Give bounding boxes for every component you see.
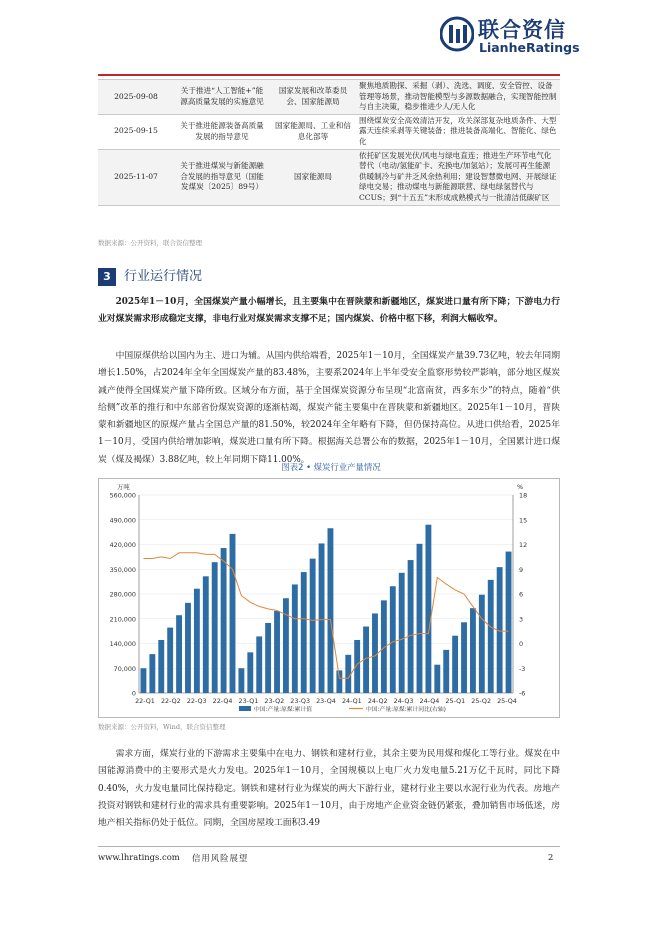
x-tick-label: 23-Q3 — [290, 697, 311, 705]
x-tick-label: 23-Q4 — [316, 697, 336, 705]
x-tick-label: 25-Q2 — [471, 697, 492, 705]
y-left-tick-label: 420,000 — [109, 541, 136, 549]
figure-title: 图表2 • 煤炭行业产量情况 — [281, 462, 381, 472]
y-right-tick-label: 15 — [519, 516, 528, 525]
bar-production-cumulative — [167, 628, 173, 693]
y-left-tick-label: 210,000 — [109, 615, 136, 624]
policy-content: 围绕煤炭安全高效清洁开发，攻关深部复杂地质条件、大型露天连续采剥等关键装备；推进装备高端化、智能化、绿色化 — [356, 114, 560, 149]
y-right-tick-label: 3 — [519, 615, 524, 624]
bar-production-cumulative — [203, 576, 209, 693]
bar-production-cumulative — [345, 655, 351, 693]
x-tick-label: 22-Q1 — [135, 697, 155, 705]
policy-date: 2025-09-15 — [98, 114, 174, 149]
bar-production-cumulative — [256, 636, 262, 693]
bar-production-cumulative — [408, 560, 414, 693]
bar-production-cumulative — [212, 562, 218, 693]
brand-name-en: LianheRatings — [479, 40, 580, 55]
left-axis-unit: 万吨 — [117, 483, 130, 491]
bar-production-cumulative — [194, 589, 200, 693]
coal-production-chart — [98, 478, 560, 718]
bar-production-cumulative — [176, 615, 182, 693]
bar-production-cumulative — [158, 640, 164, 693]
policy-table — [98, 79, 560, 206]
bar-production-cumulative — [230, 534, 236, 693]
policy-title: 关于推进煤炭与新能源融合发展的指导意见（国能发煤炭〔2025〕89号） — [174, 149, 270, 205]
policy-org: 国家发展和改革委员会、国家能源局 — [270, 80, 356, 115]
bar-production-cumulative — [310, 559, 316, 693]
supply-paragraph: 中国原煤供给以国内为主、进口为辅。从国内供给端看，2025年1－10月，全国煤炭产量39.73亿吨，较去年同期增长1.50%，占2024年全年全国煤炭产量的83.48%，主要系2024年上半年受安全监察形势较严影响，部分地区煤炭减产使得全国煤炭产量下降所致。区域分布方面，基于全国煤炭资源分布呈现“北富南贫，西多东少”的特点，随着“供给侧”改革的推行和中东部省份煤炭资源的逐渐枯竭，煤炭产能主要集中在晋陕蒙和新疆地区。2025年1－10月，晋陕蒙和新疆地区的原煤产量占全国总产量的81.50%，较2024年全年略有下降，但仍保持高位。从进口供给看，2025年1－10月，受国内供给增加影响，煤炭进口量有所下降。根据海关总署公布的数据，2025年1－10月，全国累计进口煤炭（煤及褐煤）3.88亿吨，较上年同期下降11.00%。 — [98, 351, 560, 465]
y-left-tick-label: 140,000 — [109, 640, 136, 648]
y-left-tick-label: 280,000 — [109, 590, 136, 599]
x-tick-label: 22-Q4 — [212, 697, 233, 705]
lianhe-logo-icon — [440, 16, 474, 52]
bar-production-cumulative — [425, 525, 431, 693]
y-left-tick-label: 70,000 — [113, 664, 136, 673]
bar-production-cumulative — [488, 580, 494, 693]
bar-production-cumulative — [328, 528, 334, 693]
policy-content: 依托矿区发展光伏/风电与绿电直连；推进生产环节电气化替代（电动/氢能矿卡、充换电/加氢站）；发展可再生能源供暖制冷与矿井乏风余热利用；建设智慧微电网、开展绿证绿电交易；推动煤电与新能源联营、绿电绿氢替代与CCUS；到“十五五”末形成成熟模式与一批清洁低碳矿区 — [356, 149, 560, 205]
y-right-tick-label: -3 — [519, 664, 526, 673]
page-header — [0, 0, 662, 70]
bar-production-cumulative — [506, 552, 512, 693]
x-tick-label: 24-Q1 — [341, 697, 362, 705]
bar-production-cumulative — [336, 670, 342, 693]
table-row — [98, 80, 560, 115]
bar-production-cumulative — [149, 654, 155, 693]
y-right-tick-label: 18 — [519, 491, 528, 500]
y-right-tick-label: 9 — [519, 565, 524, 574]
bar-production-cumulative — [443, 650, 449, 693]
y-left-tick-label: 490,000 — [109, 516, 136, 525]
bar-production-cumulative — [452, 636, 458, 693]
bar-production-cumulative — [390, 586, 396, 693]
section-title: 行业运行情况 — [124, 269, 203, 284]
bar-production-cumulative — [434, 665, 440, 693]
x-tick-label: 24-Q3 — [393, 697, 414, 705]
y-right-tick-label: 12 — [519, 541, 528, 549]
demand-paragraph: 需求方面，煤炭行业的下游需求主要集中在电力、钢铁和建材行业，其余主要为民用煤和煤化工等行业。煤炭在中国能源消费中的主要形式是火力发电。2025年1－10月，全国规模以上电厂火力发电量5.21万亿千瓦时，同比下降0.40%，火力发电量同比保持稳定。钢铁和建材行业为煤炭的两大下游行业，建材行业主要以水泥行业为代表。房地产投资对钢铁和建材行业的需求具有重要影响。2025年1－10月，由于房地产企业资金链仍紧张，叠加销售市场低迷，房地产相关指标仍处于低位。同期，全国房屋竣工面积3.49 — [98, 749, 560, 829]
brand-name-cn: 联合资信 — [478, 18, 566, 42]
page-number: 2 — [548, 852, 554, 862]
right-axis-unit: % — [517, 483, 524, 491]
bar-production-cumulative — [238, 668, 244, 693]
y-left-tick-label: 350,000 — [109, 565, 136, 574]
policy-content: 聚焦地质勘探、采掘（剥）、洗选、调度、安全管控、设备管理等场景，推动智能模型与多源数据融合，实现智能控制与自主决策，稳步推进少人/无人化 — [356, 80, 560, 115]
legend-label-line: 中国:产量:原煤:累计同比(右轴) — [366, 707, 446, 713]
y-right-tick-label: -6 — [519, 689, 526, 698]
footer-url: www.lhratings.com — [98, 852, 180, 862]
policy-date: 2025-09-08 — [98, 80, 174, 115]
legend-swatch-bars — [239, 706, 251, 711]
table-source-note: 数据来源：公开资料，联合资信整理 — [98, 239, 202, 247]
bar-production-cumulative — [274, 611, 280, 693]
bar-production-cumulative — [461, 622, 467, 693]
bar-production-cumulative — [470, 608, 476, 693]
x-tick-label: 23-Q2 — [264, 697, 285, 705]
x-tick-label: 24-Q4 — [419, 697, 440, 705]
section-number: 3 — [98, 268, 116, 286]
bar-production-cumulative — [372, 613, 378, 693]
policy-title: 关于推进“人工智能+”能源高质量发展的实施意见 — [174, 80, 270, 115]
x-tick-label: 23-Q1 — [238, 697, 259, 705]
x-tick-label: 25-Q1 — [445, 697, 466, 705]
x-tick-label: 22-Q2 — [160, 697, 181, 705]
bar-production-cumulative — [292, 584, 298, 693]
bar-production-cumulative — [141, 668, 147, 693]
bar-production-cumulative — [185, 603, 191, 693]
bar-production-cumulative — [221, 548, 227, 693]
footer-tagline: 信用风险展望 — [192, 853, 249, 863]
policy-org: 国家能源局、工业和信息化部等 — [270, 114, 356, 149]
bar-production-cumulative — [283, 598, 289, 693]
y-right-tick-label: 0 — [519, 640, 524, 648]
policy-date: 2025-11-07 — [98, 149, 174, 205]
x-tick-label: 24-Q2 — [367, 697, 388, 705]
bar-production-cumulative — [417, 544, 423, 693]
header-rule — [98, 74, 560, 76]
table-row — [98, 114, 560, 149]
bar-production-cumulative — [399, 573, 405, 693]
legend-label-bars: 中国:产量:原煤:累计值 — [254, 707, 313, 713]
y-right-tick-label: 6 — [519, 590, 524, 599]
bar-production-cumulative — [265, 623, 271, 693]
x-tick-label: 22-Q3 — [186, 697, 207, 705]
bar-production-cumulative — [247, 652, 253, 693]
footer-rule — [98, 846, 560, 847]
chart-svg — [99, 479, 561, 719]
policy-org: 国家能源局 — [270, 149, 356, 205]
bar-production-cumulative — [319, 543, 325, 693]
summary-paragraph: 2025年1－10月，全国煤炭产量小幅增长，且主要集中在晋陕蒙和新疆地区，煤炭进口量有所下降；下游电力行业对煤炭需求形成稳定支撑，非电行业对煤炭需求支撑不足；国内煤炭、价格中枢下移，利润大幅收窄。 — [98, 297, 560, 325]
y-left-tick-label: 560,000 — [109, 491, 136, 500]
policy-title: 关于推进能源装备高质量发展的指导意见 — [174, 114, 270, 149]
bar-production-cumulative — [479, 595, 485, 693]
bar-production-cumulative — [301, 572, 307, 693]
y-left-tick-label: 0 — [131, 689, 136, 698]
x-tick-label: 25-Q4 — [497, 697, 517, 705]
table-row — [98, 149, 560, 205]
figure-source-note: 数据来源：公开资料，Wind，联合资信整理 — [98, 723, 226, 731]
